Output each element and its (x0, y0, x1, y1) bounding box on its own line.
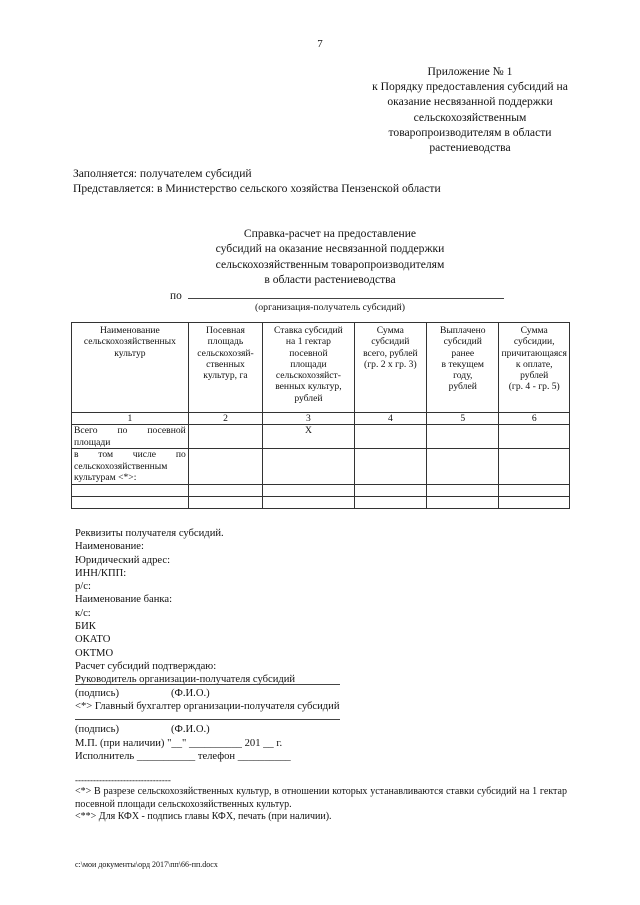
cell-empty (354, 449, 426, 485)
header-crop-name: Наименование сельскохозяйственных культур (72, 323, 189, 413)
footnotes (75, 786, 567, 824)
cell-empty (263, 449, 354, 485)
organization-blank (188, 288, 504, 299)
table-row-total (72, 425, 570, 449)
requisite-rs: р/с: (75, 581, 91, 593)
po-label: по (170, 290, 182, 302)
appendix-line: растениеводства (429, 141, 511, 155)
file-path: c:\мои документы\орд 2017\пп\66-пп.docx (75, 860, 218, 869)
cell-empty (354, 485, 426, 497)
title-line: субсидий на оказание несвязанной поддержки (215, 242, 445, 256)
requisite-ks: к/с: (75, 607, 91, 619)
cell-empty (263, 485, 354, 497)
cell-empty (499, 497, 570, 509)
subsidy-calculation-table (71, 322, 570, 509)
cell-empty (72, 497, 189, 509)
cell-empty (354, 425, 426, 449)
cell-empty (427, 485, 499, 497)
row-incl-label: в том числе по сельскохозяйственным культурам <*>: (72, 449, 189, 485)
cell-empty (188, 497, 262, 509)
recipient-requisites (75, 527, 295, 687)
footnote-1: <*> В разрезе сельскохозяйственных культур, в отношении которых устанавливаются ставки субсидий на 1 гектар посевной площади сельскохозяйственных культур. (75, 786, 567, 810)
cell-empty (188, 449, 262, 485)
fio-caption: (Ф.И.О.) (170, 688, 210, 699)
requisite-inn: ИНН/КПП: (75, 567, 127, 579)
appendix-line: к Порядку предоставления субсидий на (372, 80, 568, 94)
requisite-okato: ОКАТО (75, 634, 111, 646)
organization-line (170, 288, 504, 302)
requisites-title: Реквизиты получателя субсидий. (75, 528, 224, 539)
sign-caption: (подпись) (75, 688, 119, 699)
title-line: в области растениеводства (264, 273, 396, 287)
table-row-incl (72, 449, 570, 485)
appendix-line: сельскохозяйственным (413, 110, 527, 124)
sign-caption: (подпись) (75, 724, 119, 735)
requisite-oktmo: ОКТМО (75, 647, 114, 659)
appendix-line: оказание несвязанной поддержки (387, 95, 553, 109)
document-title (160, 226, 500, 288)
head-signature-caption (75, 687, 210, 700)
submitted-to: Представляется: в Министерство сельского хозяйства Пензенской области (73, 182, 441, 195)
cell-empty (427, 449, 499, 485)
cell-rate-x: Х (263, 425, 354, 449)
head-signature-line (75, 684, 340, 685)
appendix-line: Приложение № 1 (427, 65, 513, 78)
col-number: 4 (354, 413, 426, 425)
footnote-2: <**> Для КФХ - подпись главы КФХ, печать (при наличии). (75, 811, 332, 823)
organization-note: (организация-получатель субсидий) (255, 302, 405, 313)
col-number: 5 (427, 413, 499, 425)
fio-caption: (Ф.И.О.) (170, 724, 210, 735)
col-number: 3 (263, 413, 354, 425)
cell-empty (499, 449, 570, 485)
cell-empty (188, 425, 262, 449)
col-number: 2 (188, 413, 262, 425)
title-line: Справка-расчет на предоставление (243, 227, 417, 240)
title-line: сельскохозяйственным товаропроизводителям (215, 257, 445, 271)
head-label: Руководитель организации-получателя субсидий (75, 674, 296, 686)
requisite-name: Наименование: (75, 541, 144, 553)
cell-empty (499, 485, 570, 497)
cell-empty (354, 497, 426, 509)
filled-by: Заполняется: получателем субсидий (73, 167, 252, 180)
cell-empty (72, 485, 189, 497)
requisite-bik: БИК (75, 621, 96, 633)
table-row-empty (72, 485, 570, 497)
header-sown-area: Посевная площадь сельскохозяй- ственных культур, га (188, 323, 262, 413)
header-subsidy-rate: Ставка субсидий на 1 гектар посевной площади сельскохозяйст- венных культур, рублей (263, 323, 354, 413)
col-number: 6 (499, 413, 570, 425)
executor-line: Исполнитель ___________ телефон __________ (75, 751, 291, 762)
stamp-date-line: М.П. (при наличии) "__" __________ 201 __ г. (75, 738, 283, 749)
header-paid-earlier: Выплачено субсидий ранее в текущем году, рублей (427, 323, 499, 413)
col-number: 1 (72, 413, 189, 425)
header-subsidy-total: Сумма субсидий всего, рублей (гр. 2 х гр. 3) (354, 323, 426, 413)
accountant-signature-caption (75, 723, 210, 736)
requisite-bank: Наименование банка: (75, 594, 173, 606)
requisite-address: Юридический адрес: (75, 554, 171, 566)
filler-info (73, 166, 441, 196)
appendix-line: товаропроизводителям в области (388, 125, 552, 139)
accountant-label: <*> Главный бухгалтер организации-получателя субсидий (75, 701, 340, 712)
accountant-signature-line (75, 719, 340, 720)
header-amount-due: Сумма субсидии, причитающаяся к оплате, рублей (гр. 4 - гр. 5) (499, 323, 570, 413)
cell-empty (263, 497, 354, 509)
table-header-row (72, 323, 570, 413)
row-total-label: Всего по посевной площади (72, 425, 189, 449)
appendix-header (335, 64, 605, 155)
column-number-row (72, 413, 570, 425)
cell-empty (499, 425, 570, 449)
cell-empty (427, 497, 499, 509)
table-row-empty (72, 497, 570, 509)
cell-empty (188, 485, 262, 497)
cell-empty (427, 425, 499, 449)
footnote-separator: -------------------------------- (75, 775, 171, 785)
confirm-text: Расчет субсидий подтверждаю: (75, 660, 217, 672)
page-number: 7 (317, 38, 323, 50)
